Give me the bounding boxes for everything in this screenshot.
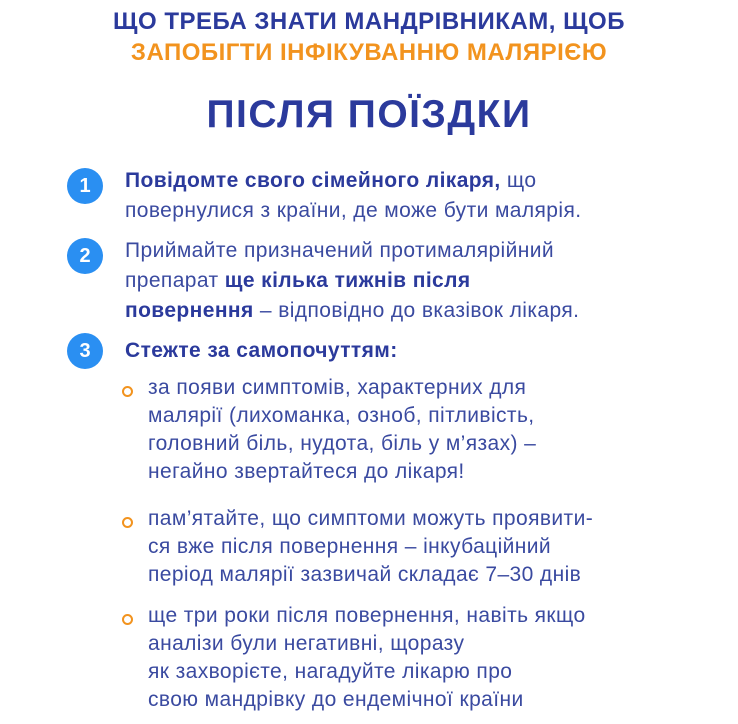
page-subtitle: ПІСЛЯ ПОЇЗДКИ: [206, 93, 532, 136]
bullet-text: [148, 505, 593, 589]
bullet-line: як захворієте, нагадуйте лікарю про: [148, 660, 513, 683]
bullet-circle-icon: [122, 517, 133, 528]
bullet-line: аналізи були негативні, щоразу: [148, 632, 465, 655]
step-text: [125, 236, 715, 326]
step-line: [125, 166, 715, 196]
step-number-badge: 2: [67, 238, 103, 274]
bullet-text: [148, 374, 536, 486]
step-regular-text: препарат: [125, 269, 225, 292]
bullet-line: пам’ятайте, що симптоми можуть проявити-: [148, 507, 594, 530]
step-line: [125, 266, 715, 296]
bullet-line: ся вже після повернення – інкубаційний: [148, 535, 552, 558]
bullet-line: негайно звертайтеся до лікаря!: [148, 460, 465, 483]
bullet-line: свою мандрівку до ендемічної країни: [148, 688, 524, 711]
bullet-text: [148, 602, 586, 714]
step-text: [125, 166, 715, 226]
header-title-line1: ЩО ТРЕБА ЗНАТИ МАНДРІВНИКАМ, ЩОБ: [113, 8, 625, 35]
step-regular-text: – відповідно до вказівок лікаря.: [253, 299, 580, 322]
step-line: [125, 296, 715, 326]
step-bold-text: повернення: [125, 299, 254, 322]
header: [0, 6, 738, 68]
bullet-line: за появи симптомів, характерних для: [148, 376, 527, 399]
step-line: Приймайте призначений протималярійний: [125, 239, 555, 262]
step-number-badge: 3: [67, 333, 103, 369]
header-title-line2: ЗАПОБІГТИ ІНФІКУВАННЮ МАЛЯРІЄЮ: [130, 39, 608, 66]
bullet-line: період малярії зазвичай складає 7–30 днів: [148, 563, 582, 586]
step-bold-text: Повідомте свого сімейного лікаря,: [125, 169, 501, 192]
bullet-line: головний біль, нудота, біль у м’язах) –: [148, 432, 537, 455]
step-title: Стежте за самопочуттям:: [125, 339, 398, 362]
step-number-badge: 1: [67, 168, 103, 204]
step-bold-text: ще кілька тижнів після: [224, 269, 471, 292]
step-regular-text: що: [500, 169, 537, 192]
bullet-circle-icon: [122, 614, 133, 625]
bullet-circle-icon: [122, 386, 133, 397]
step-text: [125, 336, 715, 366]
step-line: повернулися з країни, де може бути малярія.: [125, 199, 582, 222]
bullet-line: малярії (лихоманка, озноб, пітливість,: [148, 404, 535, 427]
bullet-line: ще три роки після повернення, навіть якщо: [148, 604, 586, 627]
